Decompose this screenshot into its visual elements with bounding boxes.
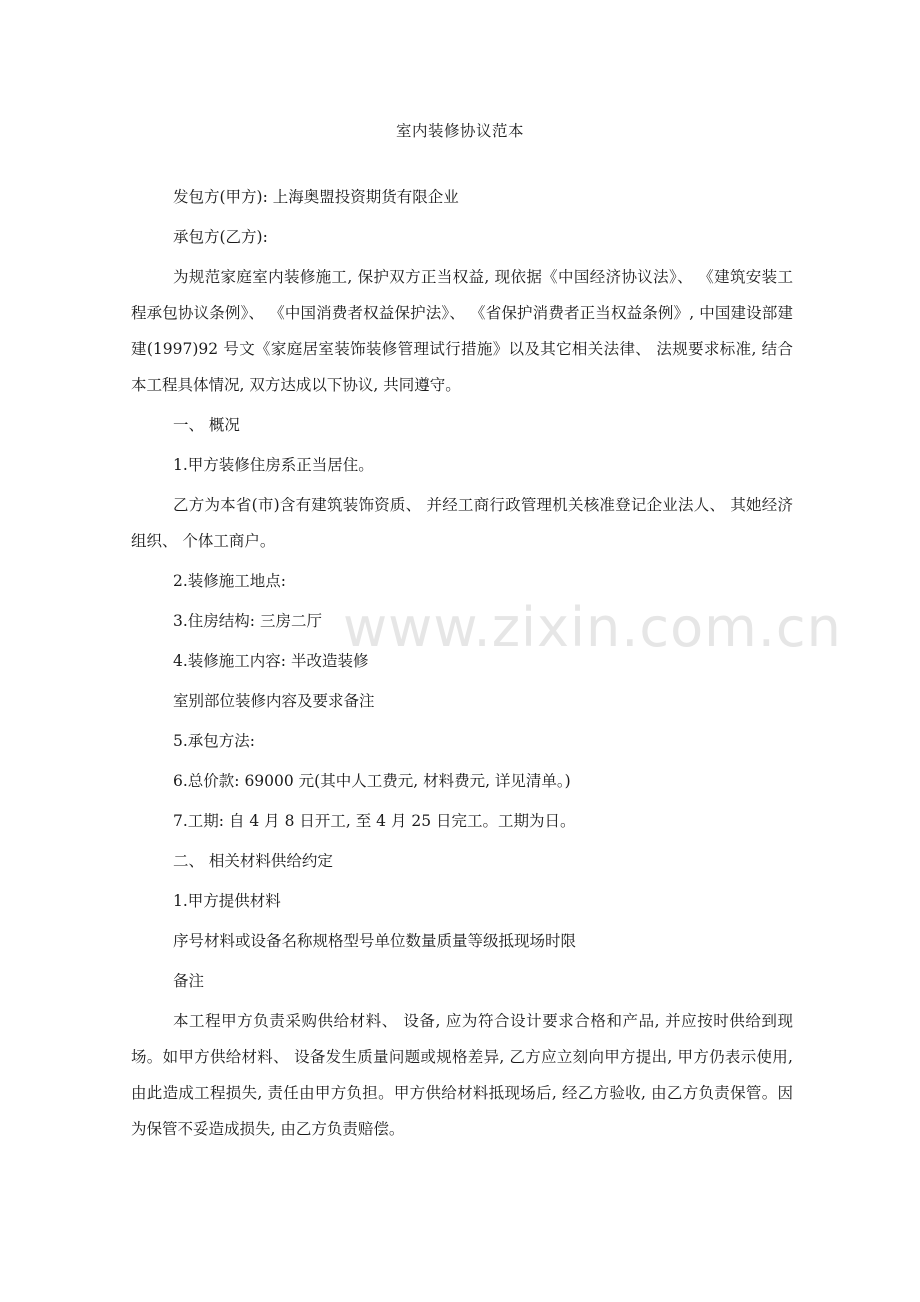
contractor-qualification-paragraph: 乙方为本省(市)含有建筑装饰资质、 并经工商行政管理机关核准登记企业法人、 其她经济组织、 个体工商户。 <box>131 496 793 550</box>
section-heading-materials: 二、 相关材料供给约定 <box>173 852 333 870</box>
clause-2: 2.装修施工地点: <box>173 572 287 590</box>
materials-table-header: 序号材料或设备名称规格型号单位数量质量等级抵现场时限 <box>173 932 577 950</box>
clause-7: 7.工期: 自 4 月 8 日开工, 至 4 月 25 日完工。工期为日。 <box>173 812 576 830</box>
watermark-logo: www.zixin.com.cn <box>343 596 842 659</box>
clause-4: 4.装修施工内容: 半改造装修 <box>173 652 369 670</box>
clause-3: 3.住房结构: 三房二厅 <box>173 612 322 630</box>
clause-6: 6.总价款: 69000 元(其中人工费元, 材料费元, 详见清单。) <box>173 772 571 790</box>
document-body <box>131 179 793 1147</box>
materials-clause-1: 1.甲方提供材料 <box>173 892 281 910</box>
party-b-line: 承包方(乙方): <box>173 228 268 246</box>
preamble-paragraph: 为规范家庭室内装修施工, 保护双方正当权益, 现依据《中国经济协议法》、 《建筑安装工程承包协议条例》、 《中国消费者权益保护法》、 《省保护消费者正当权益条例》, 中国建设部建建(1997)92 号文《家庭居室装饰装修管理试行措施》以及其它相关法律、 法规要求标准, 结合本工程具体情况, 双方达成以下协议, 共同遵守。 <box>131 268 793 394</box>
room-content-line: 室别部位装修内容及要求备注 <box>173 692 375 710</box>
materials-responsibility-paragraph: 本工程甲方负责采购供给材料、 设备, 应为符合设计要求合格和产品, 并应按时供给到现场。如甲方供给材料、 设备发生质量问题或规格差异, 乙方应立刻向甲方提出, 甲方仍表示使用, 由此造成工程损失, 责任由甲方负担。甲方供给材料抵现场后, 经乙方验收, 由乙方负责保管。因为保管不妥造成损失, 由乙方负责赔偿。 <box>131 1012 793 1138</box>
clause-1: 1.甲方装修住房系正当居住。 <box>173 456 374 474</box>
document-title: 室内装修协议范本 <box>395 122 524 140</box>
remarks-line: 备注 <box>173 972 205 990</box>
clause-5: 5.承包方法: <box>173 732 256 750</box>
party-a-line: 发包方(甲方): 上海奥盟投资期货有限企业 <box>173 188 459 206</box>
section-heading-overview: 一、 概况 <box>173 416 240 434</box>
